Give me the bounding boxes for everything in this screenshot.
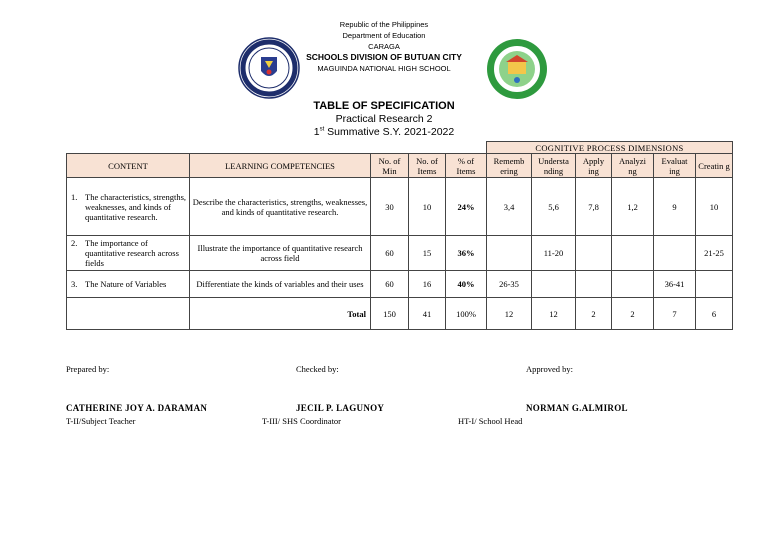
row-analyze: 1,2: [612, 178, 654, 236]
approved-label: Approved by:: [526, 364, 573, 374]
row-pct: 36%: [446, 236, 487, 271]
header-school: MAGUINDA NATIONAL HIGH SCHOOL: [317, 64, 451, 73]
page-title: TABLE OF SPECIFICATION: [313, 100, 455, 112]
header-region: CARAGA: [368, 42, 400, 51]
col-understand: Understa nding: [532, 154, 576, 178]
table-row: [67, 271, 733, 298]
checked-label: Checked by:: [296, 364, 339, 374]
prepared-name: CATHERINE JOY A. DARAMAN: [66, 403, 208, 413]
row-remember: 3,4: [487, 178, 532, 236]
col-create: Creatin g: [696, 154, 733, 178]
prepared-position: T-II/Subject Teacher: [66, 416, 136, 426]
row-competency: Differentiate the kinds of variables and their uses: [190, 271, 371, 298]
row-items: 16: [409, 271, 446, 298]
total-analyze: 2: [612, 298, 654, 330]
total-items: 41: [409, 298, 446, 330]
total-understand: 12: [532, 298, 576, 330]
deped-seal-icon: [238, 37, 300, 104]
table-row: [67, 178, 733, 236]
row-remember: 26-35: [487, 271, 532, 298]
row-understand: 11-20: [532, 236, 576, 271]
row-apply: [576, 271, 612, 298]
total-row: [67, 298, 733, 330]
row-min: 30: [371, 178, 409, 236]
prepared-label: Prepared by:: [66, 364, 110, 374]
row-create: 10: [696, 178, 733, 236]
row-min: 60: [371, 271, 409, 298]
row-min: 60: [371, 236, 409, 271]
col-evaluate: Evaluat ing: [654, 154, 696, 178]
row-items: 15: [409, 236, 446, 271]
total-create: 6: [696, 298, 733, 330]
col-items: No. of Items: [409, 154, 446, 178]
header-division: SCHOOLS DIVISION OF BUTUAN CITY: [306, 52, 462, 62]
col-pct: % of Items: [446, 154, 487, 178]
row-evaluate: 9: [654, 178, 696, 236]
total-apply: 2: [576, 298, 612, 330]
total-min: 150: [371, 298, 409, 330]
checked-position: T-III/ SHS Coordinator: [262, 416, 342, 426]
row-apply: 7,8: [576, 178, 612, 236]
col-competencies: LEARNING COMPETENCIES: [190, 154, 371, 178]
row-analyze: [612, 271, 654, 298]
approved-position: HT-I/ School Head: [458, 416, 523, 426]
approved-name: NORMAN G.ALMIROL: [526, 403, 628, 413]
row-analyze: [612, 236, 654, 271]
checked-name: JECIL P. LAGUNOY: [296, 403, 385, 413]
header-country: Republic of the Philippines: [339, 20, 429, 29]
row-pct: 24%: [446, 178, 487, 236]
row-items: 10: [409, 178, 446, 236]
row-content: 2. The importance of quantitative research across fields: [67, 236, 190, 271]
col-apply: Apply ing: [576, 154, 612, 178]
row-content: 3. The Nature of Variables: [67, 271, 190, 298]
specification-table: [66, 141, 733, 330]
exam-title: 1st Summative S.Y. 2021-2022: [313, 126, 455, 138]
row-create: 21-25: [696, 236, 733, 271]
row-evaluate: 36-41: [654, 271, 696, 298]
total-label: Total: [190, 298, 371, 330]
page-subtitle: Practical Research 2: [335, 113, 433, 125]
row-create: [696, 271, 733, 298]
row-competency: Illustrate the importance of quantitative research across field: [190, 236, 371, 271]
header-department: Department of Education: [342, 31, 426, 40]
col-analyze: Analyzi ng: [612, 154, 654, 178]
col-remember: Rememb ering: [487, 154, 532, 178]
school-seal-icon: [486, 38, 548, 105]
row-understand: [532, 271, 576, 298]
row-understand: 5,6: [532, 178, 576, 236]
col-content: CONTENT: [67, 154, 190, 178]
cognitive-header: COGNITIVE PROCESS DIMENSIONS: [487, 142, 733, 154]
total-remember: 12: [487, 298, 532, 330]
row-remember: [487, 236, 532, 271]
total-evaluate: 7: [654, 298, 696, 330]
row-content: 1. The characteristics, strengths, weaknesses, and kinds of quantitative research.: [67, 178, 190, 236]
total-pct: 100%: [446, 298, 487, 330]
row-evaluate: [654, 236, 696, 271]
table-row: [67, 236, 733, 271]
row-pct: 40%: [446, 271, 487, 298]
row-apply: [576, 236, 612, 271]
row-competency: Describe the characteristics, strengths, weaknesses, and kinds of quantitative research.: [190, 178, 371, 236]
col-min: No. of Min: [371, 154, 409, 178]
